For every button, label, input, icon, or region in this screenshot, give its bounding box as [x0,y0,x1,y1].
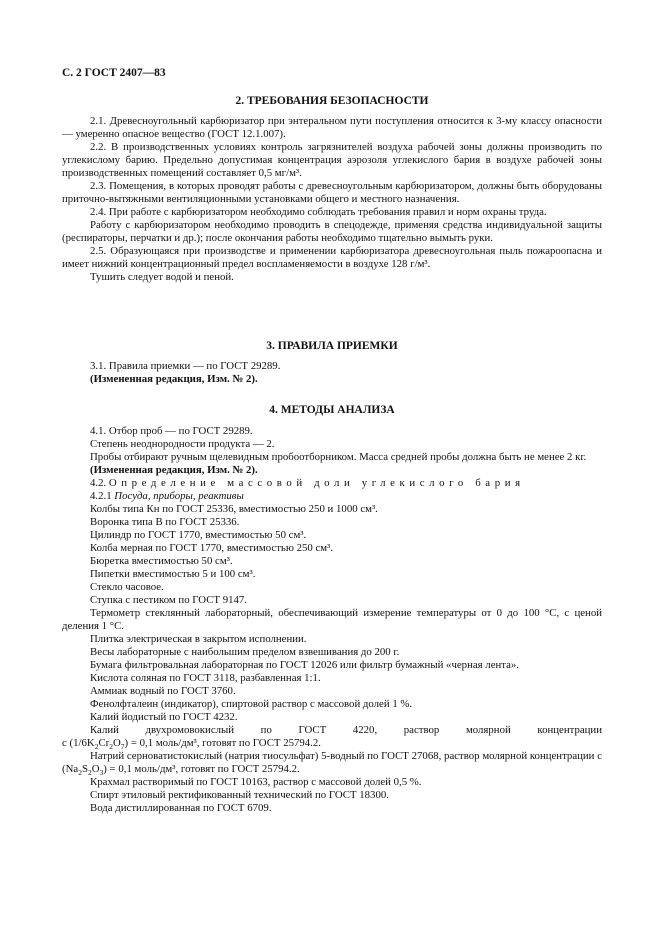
formula-part: O [112,737,121,749]
item-watch-glass: Стекло часовое. [90,581,164,593]
paragraph-2-1: 2.1. Древесноугольный карбюризатор при энтеральном пути поступления относится к 3-му классу опасности — умеренно опасное вещество (ГОСТ 12.1.007). [62,115,602,140]
formula-part: O [91,763,100,775]
item-mortar: Ступка с пестиком по ГОСТ 9147. [90,594,247,606]
paragraph-2-3: 2.3. Помещения, в которых проводят работы с древесноугольным карбюризатором, должны быть оборудованы приточно-вытяжными вентиляционными установками общего и местного назначения. [62,180,602,205]
section-safety-body [62,115,602,284]
subsection-4-2 [62,477,602,490]
formula-part: c (1/6K [62,737,95,749]
subsection-number: 4.2. [90,477,107,489]
word: концентрации [537,724,602,736]
text-part: ) = 0,1 моль/дм³, готовят по ГОСТ 25794.2. [103,763,300,775]
subscript: 2 [78,768,82,778]
text-part: Натрий серноватистокислый (натрия тиосульфат) 5-водный по ГОСТ 27068, раствор молярной концентрации c (Na [62,750,602,775]
item-starch: Крахмал растворимый по ГОСТ 10163, раствор с массовой долей 0,5 %. [90,776,422,788]
subsection-title-italic: Посуда, приборы, реактивы [114,490,244,502]
word: молярной [465,724,511,736]
item-thermometer: Термометр стеклянный лабораторный, обеспечивающий измерение температуры от 0 до 100 °С, с ценой деления 1 °С. [62,607,602,632]
subscript: 3 [99,768,104,778]
section-title-methods: 4. МЕТОДЫ АНАЛИЗА [269,404,395,416]
item-flasks: Колбы типа Кн по ГОСТ 25336, вместимостью 250 и 1000 см³. [90,503,378,515]
subscript: 7 [120,742,125,752]
heterogeneity-line: Степень неоднородности продукта — 2. [90,438,275,450]
item-scales: Весы лабораторные с наибольшим пределом взвешивания до 200 г. [90,646,400,658]
paragraph-extinguish: Тушить следует водой и пеной. [90,271,234,283]
item-volumetric-flask: Колба мерная по ГОСТ 1770, вместимостью 250 см³. [90,542,334,554]
item-phenolphthalein: Фенолфталеин (индикатор), спиртовой раствор с массовой долей 1 %. [90,698,413,710]
amendment-note-2: (Измененная редакция, Изм. № 2). [90,464,258,476]
word: 4220, [352,724,378,736]
paragraph-2-5: 2.5. Образующаяся при производстве и применении карбюризатора древесноугольная пыль пожароопасна и имеет нижний концентрационный предел воспламеняемости в воздухе 128 г/м³. [62,245,602,270]
item-ethanol: Спирт этиловый ректификованный технический по ГОСТ 18300. [90,789,389,801]
word: Калий [90,724,119,736]
subsection-number: 4.2.1 [90,490,112,502]
paragraph-4-1: 4.1. Отбор проб — по ГОСТ 29289. [90,425,253,437]
item-filter-paper: Бумага фильтровальная лабораторная по ГОСТ 12026 или фильтр бумажный «черная лента». [90,659,520,671]
amendment-note: (Измененная редакция, Изм. № 2). [90,373,258,385]
paragraph-ppe: Работу с карбюризатором необходимо проводить в спецодежде, применяя средства индивидуальной защиты (респираторы, перчатки и др.); после окончания работы необходимо тщательно вымыть руки. [62,219,602,244]
subsection-4-2-1 [62,490,602,503]
item-hydrochloric-acid: Кислота соляная по ГОСТ 3118, разбавленная 1:1. [90,672,321,684]
item-ammonia: Аммиак водный по ГОСТ 3760. [90,685,236,697]
item-sodium-thiosulfate [62,750,602,776]
word: ГОСТ [298,724,327,736]
item-potassium-dichromate-line2 [62,737,602,750]
item-potassium-iodide: Калий йодистый по ГОСТ 4232. [90,711,238,723]
formula-part: S [81,763,88,775]
section-methods-body [62,425,602,815]
item-funnel: Воронка типа В по ГОСТ 25336. [90,516,240,528]
subscript: 2 [94,742,99,752]
section-acceptance-body [62,360,602,386]
item-distilled-water: Вода дистиллированная по ГОСТ 6709. [90,802,272,814]
item-cylinder: Цилиндр по ГОСТ 1770, вместимостью 50 см³. [90,529,307,541]
formula-part: ) = 0,1 моль/дм³, готовят по ГОСТ 25794.2. [124,737,321,749]
paragraph-2-4: 2.4. При работе с карбюризатором необходимо соблюдать требования правил и норм охраны труда. [90,206,547,218]
item-hotplate: Плитка электрическая в закрытом исполнении. [90,633,307,645]
word: двухромовокислый [145,724,235,736]
page-header: С. 2 ГОСТ 2407—83 [62,67,166,79]
section-title-acceptance: 3. ПРАВИЛА ПРИЕМКИ [266,340,398,352]
sampling-paragraph: Пробы отбирают ручным щелевидным пробоотборником. Масса средней пробы должна быть не менее 2 кг. [90,451,587,463]
subscript: 2 [87,768,92,778]
paragraph-2-2: 2.2. В производственных условиях контроль загрязнителей воздуха рабочей зоны должны производить по углекислому барию. Предельно допустимая концентрация аэрозоля углекислого бария в воздухе рабочей зоны производственных помещений составляет 0,5 мг/м³. [62,141,602,179]
item-pipettes: Пипетки вместимостью 5 и 100 см³. [90,568,256,580]
word: по [260,724,272,736]
subscript: 2 [109,742,113,752]
paragraph-3-1: 3.1. Правила приемки — по ГОСТ 29289. [90,360,281,372]
word: раствор [403,724,440,736]
item-potassium-dichromate-line1 [62,724,602,737]
formula-part: Cr [98,737,110,749]
section-title-safety: 2. ТРЕБОВАНИЯ БЕЗОПАСНОСТИ [235,95,429,107]
subsection-title-spaced: Определение массовой доли углекислого бария [108,477,525,489]
item-burette: Бюретка вместимостью 50 см³. [90,555,233,567]
